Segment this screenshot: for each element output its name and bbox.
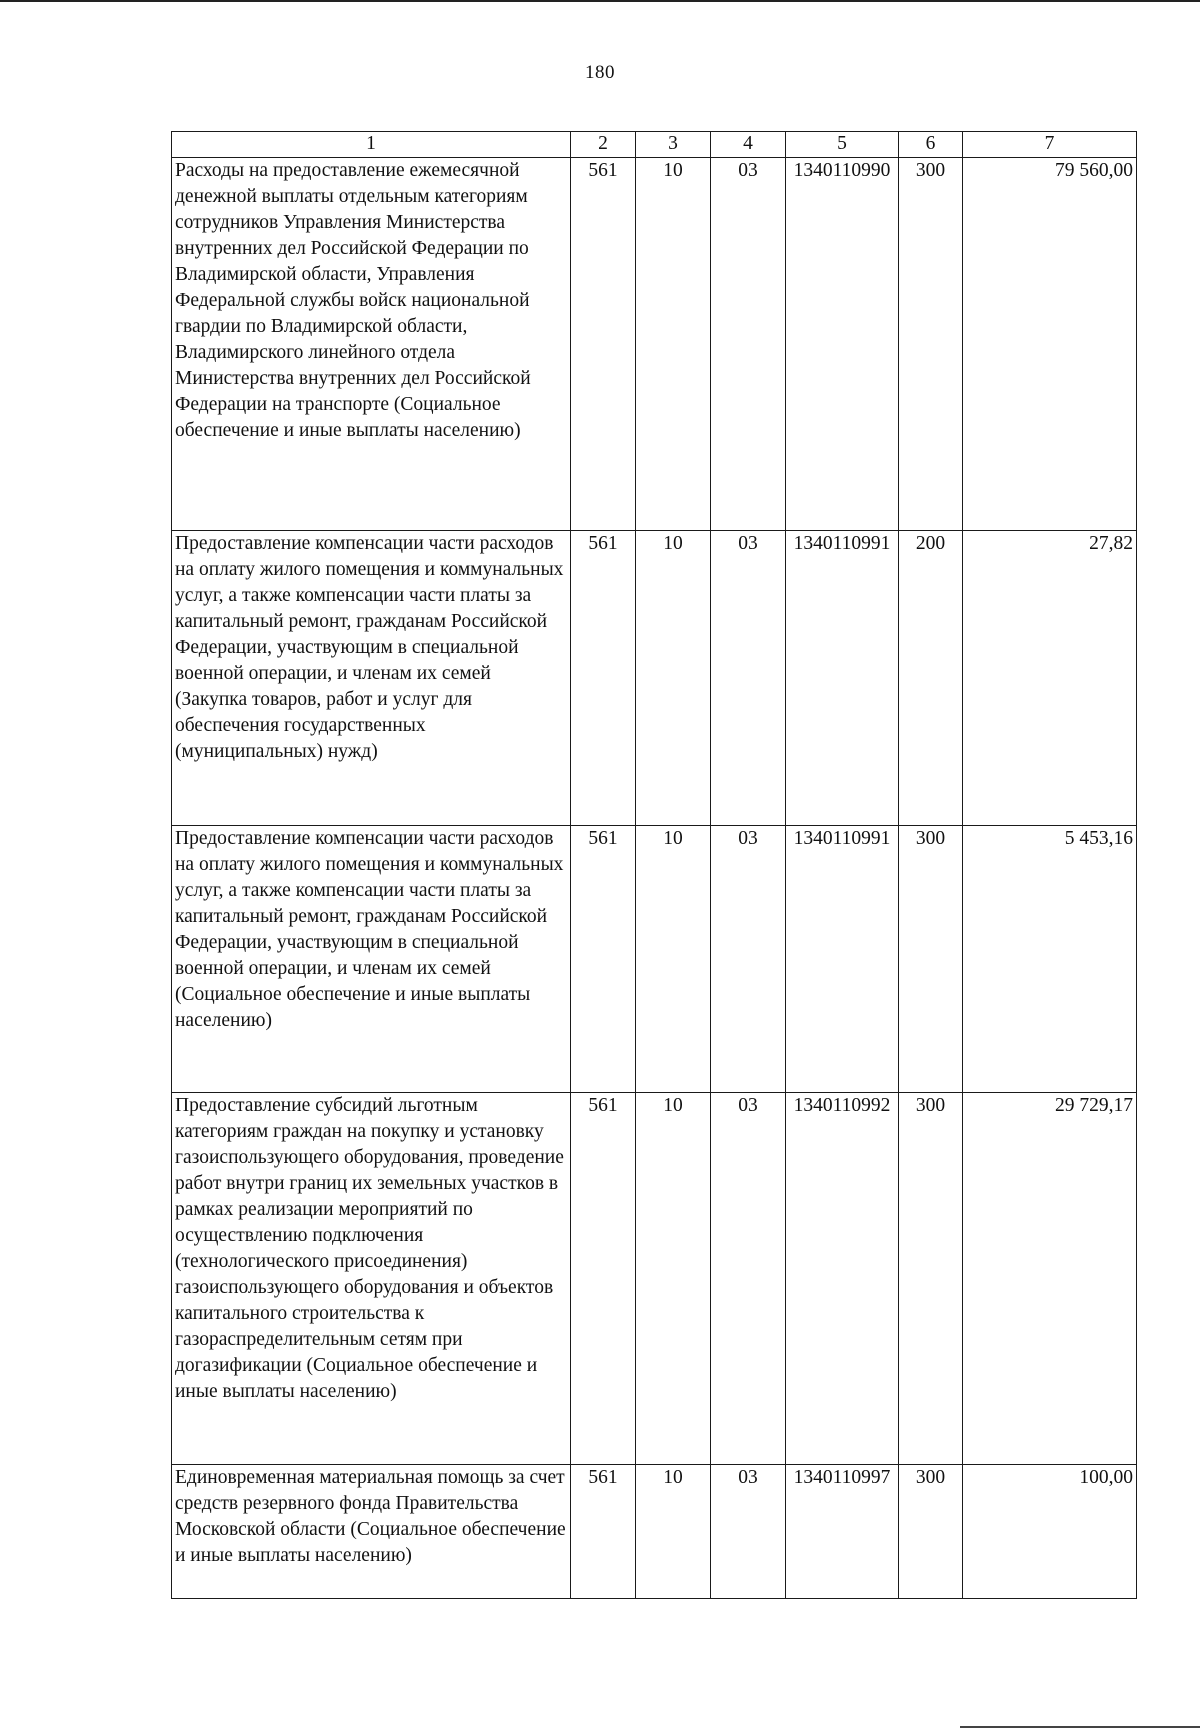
row-col-3: 10 <box>636 158 711 531</box>
row-description: Предоставление компенсации части расходов на оплату жилого помещения и коммунальных услуг, а также компенсации части платы за капитальный ремонт, гражданам Российской Федерации, участвующим в специальной военной операции, и членам их семей (Социальное обеспечение и иные выплаты населению) <box>172 826 571 1093</box>
row-col-5: 1340110990 <box>786 158 899 531</box>
header-cell-5: 5 <box>786 132 899 158</box>
row-amount: 5 453,16 <box>963 826 1137 1093</box>
row-col-6: 300 <box>899 158 963 531</box>
table-row <box>172 1093 1137 1465</box>
row-col-5: 1340110997 <box>786 1465 899 1599</box>
row-col-2: 561 <box>571 531 636 826</box>
budget-table <box>171 131 1137 1599</box>
row-col-5: 1340110992 <box>786 1093 899 1465</box>
row-amount: 79 560,00 <box>963 158 1137 531</box>
row-col-3: 10 <box>636 1465 711 1599</box>
bottom-edge-line <box>960 1726 1200 1728</box>
table-row <box>172 1465 1137 1599</box>
header-cell-2: 2 <box>571 132 636 158</box>
header-cell-1: 1 <box>172 132 571 158</box>
row-col-4: 03 <box>711 1465 786 1599</box>
page-number: 180 <box>585 62 615 83</box>
row-col-2: 561 <box>571 158 636 531</box>
row-col-6: 300 <box>899 1093 963 1465</box>
header-cell-7: 7 <box>963 132 1137 158</box>
row-description: Единовременная материальная помощь за счет средств резервного фонда Правительства Московской области (Социальное обеспечение и иные выплаты населению) <box>172 1465 571 1599</box>
row-col-2: 561 <box>571 826 636 1093</box>
header-cell-4: 4 <box>711 132 786 158</box>
header-cell-6: 6 <box>899 132 963 158</box>
table-row <box>172 158 1137 531</box>
row-amount: 100,00 <box>963 1465 1137 1599</box>
row-description: Предоставление компенсации части расходов на оплату жилого помещения и коммунальных услуг, а также компенсации части платы за капитальный ремонт, гражданам Российской Федерации, участвующим в специальной военной операции, и членам их семей (Закупка товаров, работ и услуг для обеспечения государственных (муниципальных) нужд) <box>172 531 571 826</box>
row-col-2: 561 <box>571 1465 636 1599</box>
table-header-row <box>172 132 1137 158</box>
row-col-4: 03 <box>711 1093 786 1465</box>
row-col-3: 10 <box>636 826 711 1093</box>
header-cell-3: 3 <box>636 132 711 158</box>
row-col-3: 10 <box>636 531 711 826</box>
row-description: Предоставление субсидий льготным категориям граждан на покупку и установку газоиспользующего оборудования, проведение работ внутри границ их земельных участков в рамках реализации мероприятий по осуществлению подключения (технологического присоединения) газоиспользующего оборудования и объектов капитального строительства к газораспределительным сетям при догазификации (Социальное обеспечение и иные выплаты населению) <box>172 1093 571 1465</box>
row-col-6: 300 <box>899 826 963 1093</box>
row-col-5: 1340110991 <box>786 531 899 826</box>
table-row <box>172 826 1137 1093</box>
row-col-2: 561 <box>571 1093 636 1465</box>
row-col-6: 300 <box>899 1465 963 1599</box>
row-col-4: 03 <box>711 826 786 1093</box>
row-col-6: 200 <box>899 531 963 826</box>
row-col-5: 1340110991 <box>786 826 899 1093</box>
row-col-3: 10 <box>636 1093 711 1465</box>
top-edge-line <box>0 0 1200 2</box>
table-row <box>172 531 1137 826</box>
row-amount: 29 729,17 <box>963 1093 1137 1465</box>
row-amount: 27,82 <box>963 531 1137 826</box>
row-col-4: 03 <box>711 531 786 826</box>
row-description: Расходы на предоставление ежемесячной денежной выплаты отдельным категориям сотрудников Управления Министерства внутренних дел Российской Федерации по Владимирской области, Управления Федеральной службы войск национальной гвардии по Владимирской области, Владимирского линейного отдела Министерства внутренних дел Российской Федерации на транспорте (Социальное обеспечение и иные выплаты населению) <box>172 158 571 531</box>
row-col-4: 03 <box>711 158 786 531</box>
